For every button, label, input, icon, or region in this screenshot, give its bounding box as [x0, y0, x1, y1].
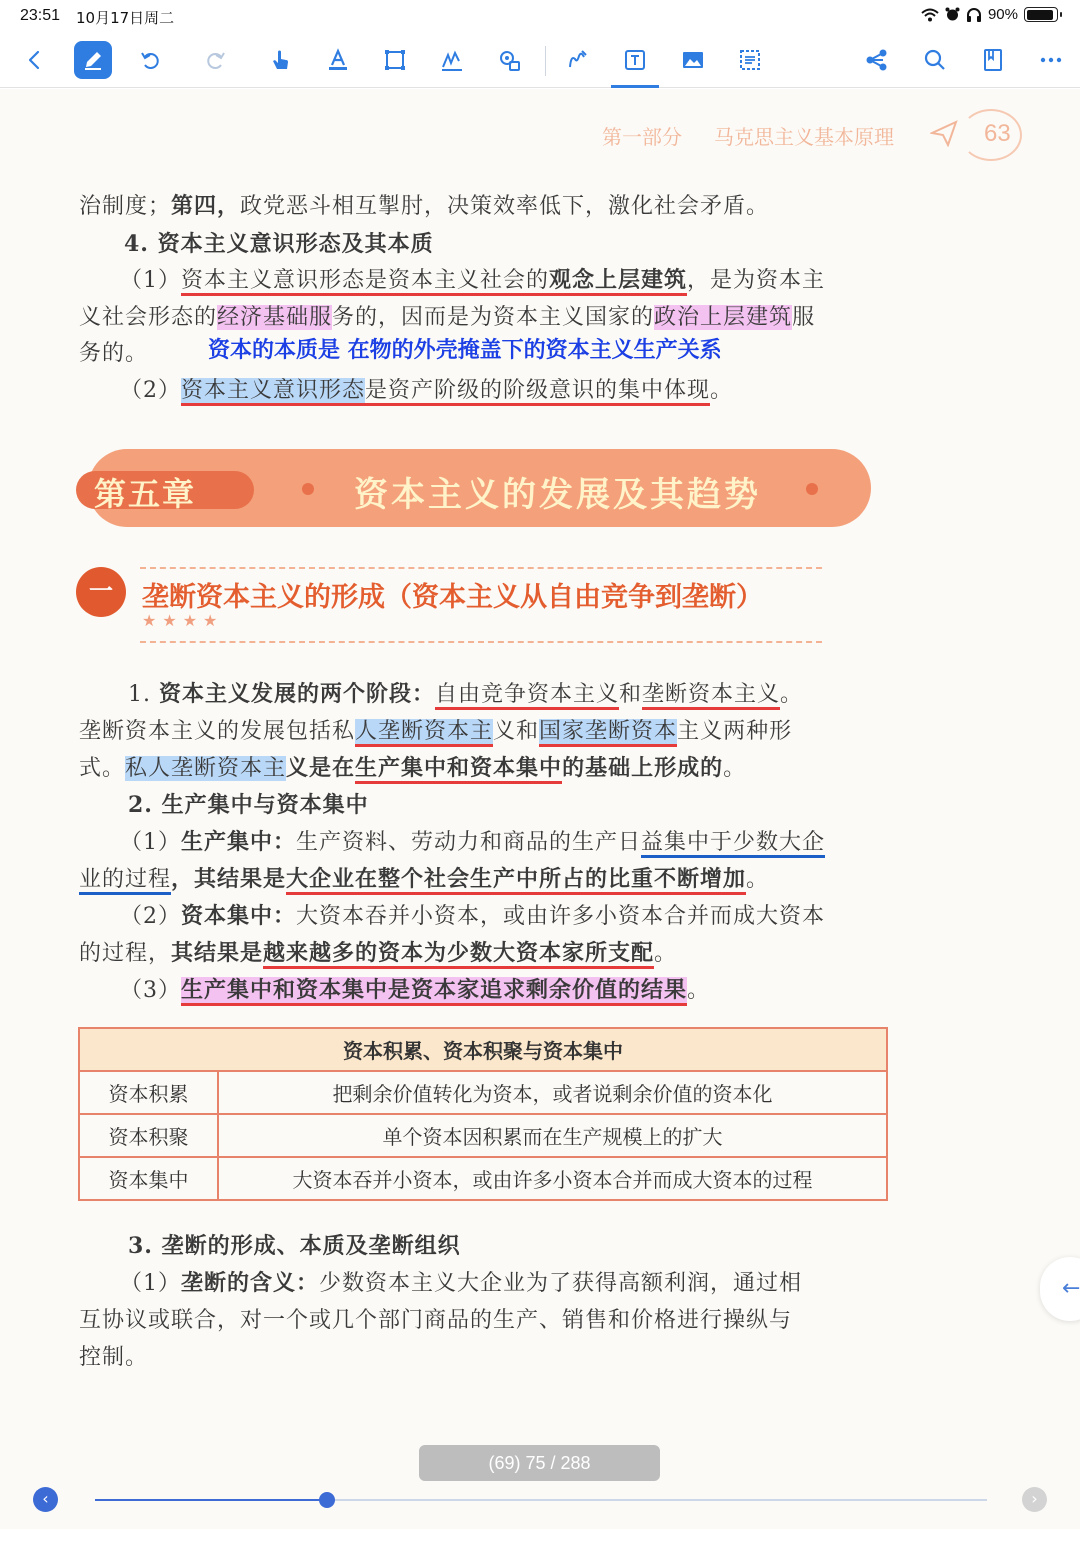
signature-button[interactable]	[432, 40, 472, 80]
toolbar-divider	[545, 46, 546, 76]
table-row	[79, 1071, 887, 1114]
battery-fill	[1027, 10, 1053, 20]
lasso-icon	[565, 47, 591, 73]
divider	[140, 567, 822, 569]
ocr-button[interactable]	[730, 40, 770, 80]
divider	[140, 641, 822, 643]
text-line: （1）垄断的含义：少数资本主义大企业为了获得高额利润，通过相	[120, 1270, 803, 1296]
undo-button[interactable]	[131, 40, 171, 80]
table-cell-term: 资本积聚	[79, 1114, 218, 1157]
section-title: 垄断资本主义的形成（资本主义从自由竞争到垄断）	[142, 582, 763, 613]
text-line: （3）生产集中和资本集中是资本家追求剩余价值的结果。	[120, 973, 710, 1004]
text-line: （2）资本主义意识形态是资产阶级的阶级意识的集中体现。	[120, 373, 733, 404]
page-slider-fill	[95, 1499, 327, 1501]
rectangle-select-button[interactable]	[375, 40, 415, 80]
back-button[interactable]	[15, 40, 55, 80]
heading-4: 4. 资本主义意识形态及其本质	[124, 231, 434, 257]
table-cell-term: 资本积累	[79, 1071, 218, 1114]
banner-dot	[806, 483, 818, 495]
hand-tool-button[interactable]	[260, 40, 300, 80]
page-slider[interactable]	[95, 1499, 987, 1501]
concept-table	[78, 1027, 888, 1201]
next-page-button[interactable]	[1022, 1487, 1047, 1512]
chevron-right-icon: ›	[1031, 1489, 1038, 1508]
table-cell-term: 资本集中	[79, 1157, 218, 1200]
text-line: 垄断资本主义的发展包括私人垄断资本主义和国家垄断资本主义两种形	[79, 714, 792, 745]
battery-icon	[1024, 7, 1058, 22]
pen-icon	[80, 47, 106, 73]
text-highlight-icon	[325, 47, 351, 73]
text-line: （1）生产集中：生产资料、劳动力和商品的生产日益集中于少数大企	[120, 825, 825, 856]
status-time: 23:51	[20, 7, 61, 24]
lasso-button[interactable]	[558, 40, 598, 80]
arrow-left-icon: ←	[1062, 1276, 1080, 1301]
chevron-left-icon: ‹	[42, 1489, 49, 1508]
status-date: 10月17日周二	[76, 9, 175, 27]
section-number: 一	[76, 567, 126, 617]
battery-percent: 90%	[987, 6, 1018, 23]
text-line: 控制。	[79, 1345, 149, 1370]
text-line: 务的。	[79, 341, 149, 366]
bookmark-icon	[980, 47, 1006, 73]
redo-icon	[202, 47, 228, 73]
banner-dot	[302, 483, 314, 495]
pen-tool-button[interactable]	[74, 41, 112, 79]
wifi-icon	[921, 8, 939, 22]
page-number: 63	[984, 120, 1011, 147]
chapter-label: 第五章	[76, 471, 254, 509]
text-line: 的过程，其结果是越来越多的资本为少数大资本家所支配。	[79, 936, 677, 967]
page-header	[520, 107, 1080, 167]
text-line: 互协议或联合，对一个或几个部门商品的生产、销售和价格进行操纵与	[79, 1308, 793, 1333]
page-slider-handle[interactable]	[319, 1492, 335, 1508]
signature-icon	[439, 47, 465, 73]
status-bar	[0, 0, 1080, 32]
stamp-icon	[496, 47, 522, 73]
textbox-button[interactable]	[615, 40, 655, 80]
image-button[interactable]	[673, 40, 713, 80]
back-icon	[22, 47, 48, 73]
stamp-button[interactable]	[489, 40, 529, 80]
textbox-icon	[622, 47, 648, 73]
annotation-toolbar	[0, 32, 1080, 88]
table-cell-desc: 大资本吞并小资本，或由许多小资本合并而成大资本的过程	[218, 1157, 887, 1200]
chapter-title: 资本主义的发展及其趋势	[354, 475, 761, 515]
table-row	[79, 1157, 887, 1200]
share-icon	[864, 47, 890, 73]
headphones-icon	[966, 7, 982, 22]
prev-page-button[interactable]	[33, 1487, 58, 1512]
header-title: 马克思主义基本原理	[714, 125, 894, 149]
text-line: （1）资本主义意识形态是资本主义社会的观念上层建筑，是为资本主	[120, 263, 825, 294]
undo-icon	[138, 47, 164, 73]
table-cell-desc: 单个资本因积累而在生产规模上的扩大	[218, 1114, 887, 1157]
text-line: 式。私人垄断资本主义是在生产集中和资本集中的基础上形成的。	[79, 751, 746, 782]
pdf-page[interactable]	[0, 89, 1080, 1529]
table-header: 资本积累、资本积聚与资本集中	[79, 1028, 887, 1071]
more-button[interactable]	[1031, 40, 1071, 80]
header-part: 第一部分	[602, 125, 682, 149]
hand-icon	[267, 47, 293, 73]
text-line: 治制度；第四，政党恶斗相互掣肘，决策效率低下，激化社会矛盾。	[79, 193, 770, 219]
bookmark-button[interactable]	[973, 40, 1013, 80]
text-line: 义社会形态的经济基础服务的，因而是为资本主义国家的政治上层建筑服	[79, 305, 816, 330]
heading-3: 3. 垄断的形成、本质及垄断组织	[128, 1233, 461, 1259]
text-highlight-button[interactable]	[318, 40, 358, 80]
share-button[interactable]	[857, 40, 897, 80]
text-line: （2）资本集中：大资本吞并小资本，或由许多小资本合并而成大资本	[120, 903, 826, 929]
paper-plane-icon	[930, 119, 958, 147]
importance-stars: ★★★★	[142, 611, 224, 630]
search-button[interactable]	[915, 40, 955, 80]
table-row	[79, 1114, 887, 1157]
handwritten-note[interactable]: 资本的本质是 在物的外壳掩盖下的资本主义生产关系	[208, 338, 722, 363]
alarm-icon	[945, 7, 960, 22]
text-line: 业的过程，其结果是大企业在整个社会生产中所占的比重不断增加。	[79, 862, 769, 893]
page-indicator: (69) 75 / 288	[419, 1445, 660, 1481]
text-line: 1. 资本主义发展的两个阶段：自由竞争资本主义和垄断资本主义。	[128, 677, 803, 708]
status-right	[921, 6, 1058, 23]
image-icon	[680, 47, 706, 73]
table-cell-desc: 把剩余价值转化为资本，或者说剩余价值的资本化	[218, 1071, 887, 1114]
rectangle-select-icon	[382, 47, 408, 73]
redo-button[interactable]	[195, 40, 235, 80]
ocr-icon	[737, 47, 763, 73]
search-icon	[922, 47, 948, 73]
heading-2: 2. 生产集中与资本集中	[128, 792, 369, 818]
chapter-banner	[88, 449, 871, 527]
more-icon	[1038, 47, 1064, 73]
